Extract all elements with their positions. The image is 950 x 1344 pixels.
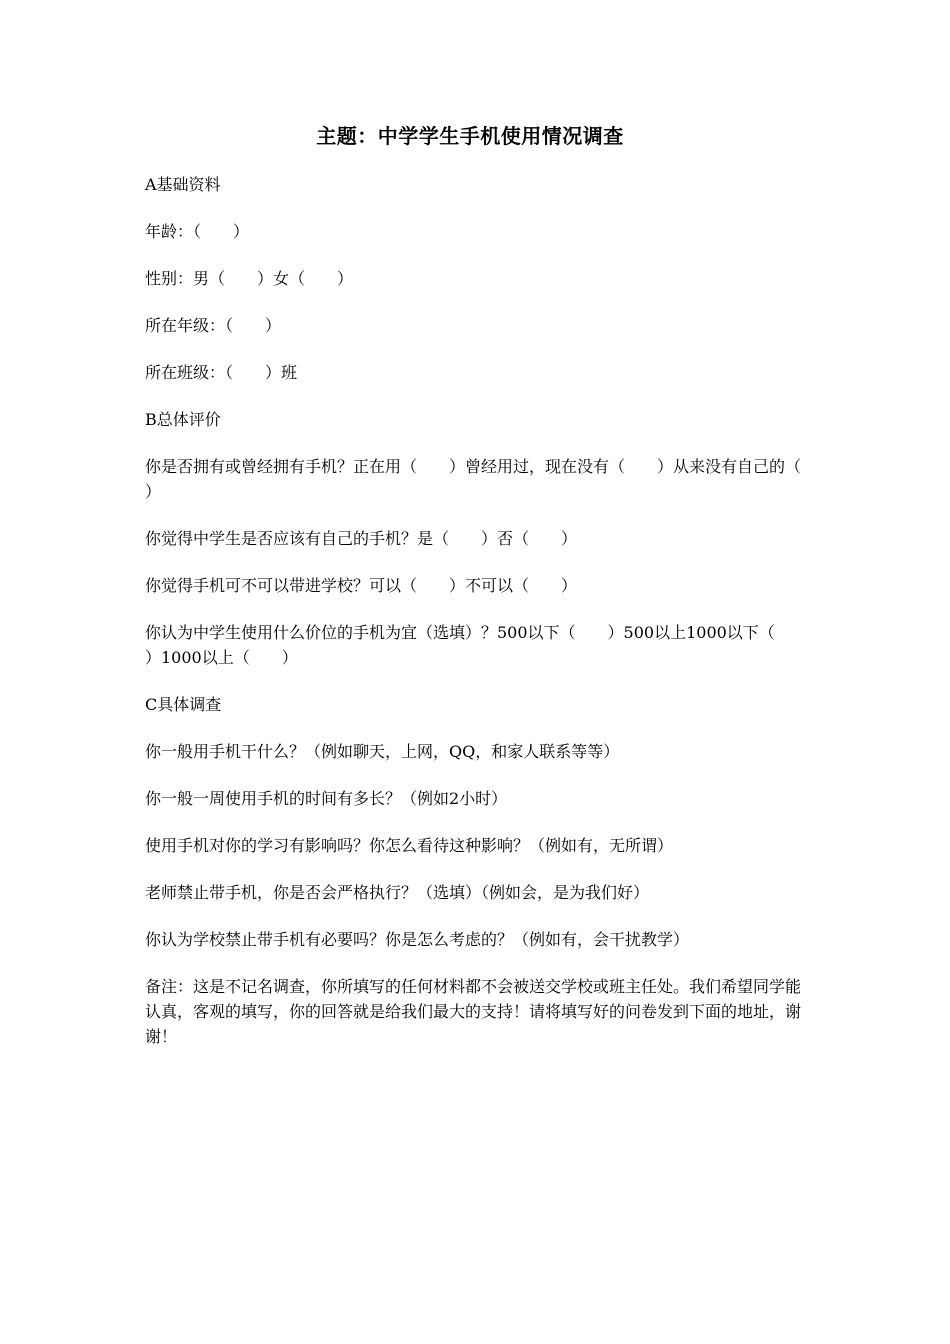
section-heading-a: A基础资料 [145,175,221,194]
question-price-range: 你认为中学生使用什么价位的手机为宜（选填）？500以下（ ）500以上1000以下（ ）1000以上（ ） [145,623,807,667]
question-should-have-phone: 你觉得中学生是否应该有自己的手机？是（ ）否（ ） [145,529,578,548]
question-own-phone: 你是否拥有或曾经拥有手机？正在用（ ）曾经用过，现在没有（ ）从来没有自己的（ ） [145,457,834,501]
field-gender: 性别：男（ ）女（ ） [145,269,354,288]
question-bring-to-school: 你觉得手机可不可以带进学校？可以（ ）不可以（ ） [145,576,578,595]
section-heading-b: B总体评价 [145,410,221,429]
note-remark: 备注：这是不记名调查，你所填写的任何材料都不会被送交学校或班主任处。我们希望同学能认真，客观的填写，你的回答就是给我们最大的支持！请将填写好的问卷发到下面的地址，谢谢！ [145,977,802,1046]
field-class: 所在班级：（ ）班 [145,363,298,382]
document-title: 主题：中学学生手机使用情况调查 [316,124,624,148]
question-weekly-time: 你一般一周使用手机的时间有多长？（例如2小时） [145,789,508,808]
document-body [145,172,834,1071]
question-phone-usage: 你一般用手机干什么？（例如聊天，上网，QQ，和家人联系等等） [145,742,620,761]
question-teacher-ban: 老师禁止带手机，你是否会严格执行？（选填）（例如会，是为我们好） [145,883,650,902]
question-school-ban: 你认为学校禁止带手机有必要吗？你是怎么考虑的？（例如有，会干扰教学） [145,930,690,949]
section-heading-c: C具体调查 [145,695,222,714]
field-age: 年龄：（ ） [145,222,250,241]
field-grade: 所在年级：（ ） [145,316,282,335]
question-study-impact: 使用手机对你的学习有影响吗？你怎么看待这种影响？（例如有，无所谓） [145,836,674,855]
